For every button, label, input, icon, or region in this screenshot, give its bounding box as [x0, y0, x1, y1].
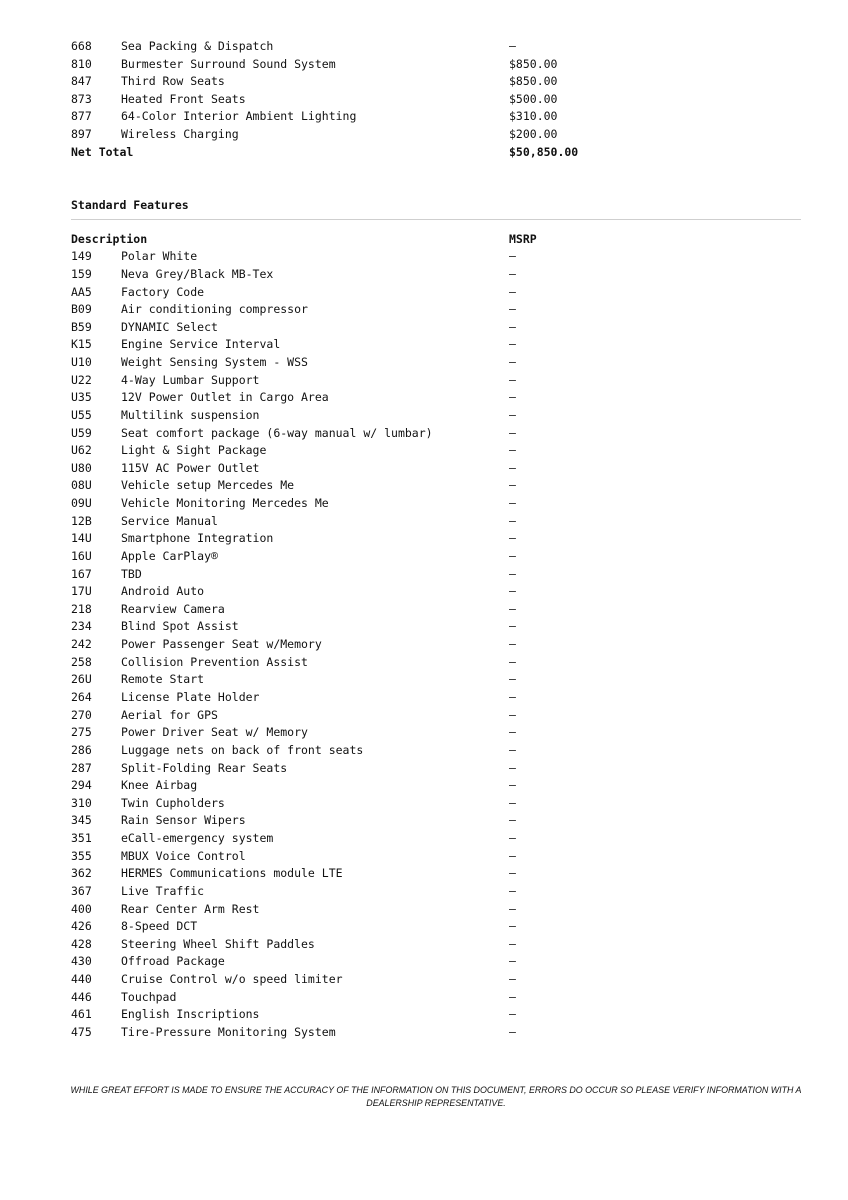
feature-description: Power Driver Seat w/ Memory: [121, 725, 308, 740]
option-row: [71, 91, 800, 109]
option-code: 877: [71, 109, 92, 124]
feature-row: [71, 442, 800, 460]
feature-row: [71, 425, 800, 443]
feature-code: U80: [71, 460, 92, 475]
feature-price: —: [509, 372, 516, 387]
feature-description: Split-Folding Rear Seats: [121, 760, 288, 775]
feature-price: —: [509, 478, 516, 493]
feature-code: 362: [71, 866, 92, 881]
feature-row: [71, 407, 800, 425]
feature-row: [71, 513, 800, 531]
option-price: —: [509, 39, 516, 53]
feature-code: U55: [71, 407, 92, 422]
feature-code: B59: [71, 319, 92, 334]
feature-price: —: [509, 319, 516, 334]
section-divider: [71, 219, 801, 220]
feature-code: 12B: [71, 513, 92, 528]
feature-code: 167: [71, 566, 92, 581]
option-description: Third Row Seats: [121, 74, 225, 89]
feature-row: [71, 953, 800, 971]
feature-row: [71, 936, 800, 954]
feature-code: 14U: [71, 531, 92, 546]
feature-price: —: [509, 813, 516, 828]
feature-row: [71, 248, 800, 266]
option-code: 810: [71, 56, 92, 71]
feature-price: —: [509, 249, 516, 264]
feature-code: U22: [71, 372, 92, 387]
feature-row: [71, 389, 800, 407]
feature-price: —: [509, 548, 516, 563]
feature-code: 08U: [71, 478, 92, 493]
feature-price: —: [509, 566, 516, 581]
feature-description: eCall-emergency system: [121, 831, 274, 845]
feature-row: [71, 583, 800, 601]
feature-code: 16U: [71, 548, 92, 563]
standard-features-heading: Standard Features: [71, 198, 189, 212]
feature-description: 12V Power Outlet in Cargo Area: [121, 390, 329, 405]
feature-code: 310: [71, 795, 92, 810]
feature-price: —: [509, 936, 516, 951]
feature-row: [71, 460, 800, 478]
feature-price: —: [509, 654, 516, 669]
feature-row: [71, 1024, 800, 1042]
feature-description: Power Passenger Seat w/Memory: [121, 637, 322, 652]
feature-description: Rain Sensor Wipers: [121, 813, 246, 828]
feature-description: Collision Prevention Assist: [121, 654, 308, 669]
feature-description: Tire-Pressure Monitoring System: [121, 1024, 336, 1039]
feature-price: —: [509, 531, 516, 546]
disclaimer-text: WHILE GREAT EFFORT IS MADE TO ENSURE THE ACCURACY OF THE INFORMATION ON THIS DOCUMENT, ERRORS DO OCCUR SO PLEASE VERIFY INFORMATION WITH A DEALERSHIP REPRESENTATIVE.: [70, 1085, 802, 1108]
feature-description: Blind Spot Assist: [121, 619, 239, 634]
feature-price: —: [509, 919, 516, 934]
feature-description: Twin Cupholders: [121, 795, 225, 810]
feature-description: Rear Center Arm Rest: [121, 901, 260, 916]
feature-price: —: [509, 584, 516, 599]
option-description: Burmester Surround Sound System: [121, 56, 336, 71]
feature-code: 428: [71, 936, 92, 951]
feature-row: [71, 971, 800, 989]
feature-description: Light & Sight Package: [121, 443, 267, 458]
option-description: Wireless Charging: [121, 127, 239, 141]
option-description: 64-Color Interior Ambient Lighting: [121, 109, 357, 124]
option-price: $200.00: [509, 127, 558, 141]
feature-price: —: [509, 690, 516, 704]
feature-code: 345: [71, 813, 92, 828]
feature-code: B09: [71, 302, 92, 317]
feature-price: —: [509, 778, 516, 793]
feature-price: —: [509, 742, 516, 757]
feature-description: Knee Airbag: [121, 778, 198, 793]
option-price: $310.00: [509, 109, 558, 124]
column-header-msrp: MSRP: [509, 231, 537, 246]
feature-price: —: [509, 795, 516, 810]
feature-code: 09U: [71, 496, 92, 510]
feature-code: 275: [71, 725, 92, 740]
feature-row: [71, 918, 800, 936]
feature-row: [71, 654, 800, 672]
feature-price: —: [509, 337, 516, 352]
feature-description: Rearview Camera: [121, 601, 225, 616]
feature-price: —: [509, 637, 516, 652]
feature-row: [71, 883, 800, 901]
feature-row: [71, 336, 800, 354]
feature-code: 270: [71, 707, 92, 722]
feature-description: Polar White: [121, 249, 198, 264]
feature-description: Offroad Package: [121, 954, 225, 969]
feature-description: Air conditioning compressor: [121, 302, 308, 317]
feature-row: [71, 319, 800, 337]
net-total-row: [71, 144, 800, 162]
feature-price: —: [509, 390, 516, 405]
feature-price: —: [509, 672, 516, 687]
feature-description: Neva Grey/Black MB-Tex: [121, 266, 274, 281]
feature-description: Touchpad: [121, 989, 177, 1004]
feature-price: —: [509, 989, 516, 1004]
feature-row: [71, 760, 800, 778]
feature-code: 400: [71, 901, 92, 916]
feature-description: Cruise Control w/o speed limiter: [121, 972, 343, 986]
feature-price: —: [509, 496, 516, 510]
feature-description: 115V AC Power Outlet: [121, 460, 260, 475]
feature-description: Engine Service Interval: [121, 337, 281, 352]
feature-description: Smartphone Integration: [121, 531, 274, 546]
feature-code: K15: [71, 337, 92, 352]
feature-price: —: [509, 302, 516, 317]
feature-price: —: [509, 901, 516, 916]
feature-price: —: [509, 972, 516, 986]
feature-description: Android Auto: [121, 584, 205, 599]
option-price: $850.00: [509, 74, 558, 89]
feature-description: Apple CarPlay®: [121, 548, 218, 563]
feature-description: Service Manual: [121, 513, 218, 528]
feature-price: —: [509, 1007, 516, 1022]
feature-price: —: [509, 443, 516, 458]
feature-row: [71, 812, 800, 830]
feature-code: 426: [71, 919, 92, 934]
feature-code: 351: [71, 831, 92, 845]
feature-price: —: [509, 407, 516, 422]
feature-description: License Plate Holder: [121, 690, 260, 704]
feature-row: [71, 989, 800, 1007]
feature-code: 367: [71, 883, 92, 898]
feature-description: Luggage nets on back of front seats: [121, 742, 364, 757]
feature-code: U62: [71, 443, 92, 458]
feature-code: 461: [71, 1007, 92, 1022]
feature-row: [71, 707, 800, 725]
feature-row: [71, 284, 800, 302]
feature-row: [71, 777, 800, 795]
feature-description: Steering Wheel Shift Paddles: [121, 936, 315, 951]
feature-row: [71, 477, 800, 495]
feature-code: 17U: [71, 584, 92, 599]
feature-price: —: [509, 460, 516, 475]
feature-price: —: [509, 866, 516, 881]
feature-price: —: [509, 848, 516, 863]
option-row: [71, 38, 800, 56]
option-row: [71, 126, 800, 144]
option-price: $850.00: [509, 56, 558, 71]
feature-description: English Inscriptions: [121, 1007, 260, 1022]
feature-description: Live Traffic: [121, 883, 205, 898]
feature-code: 149: [71, 249, 92, 264]
feature-row: [71, 848, 800, 866]
feature-row: [71, 566, 800, 584]
feature-row: [71, 636, 800, 654]
feature-code: 430: [71, 954, 92, 969]
feature-price: —: [509, 1024, 516, 1039]
feature-code: U59: [71, 425, 92, 440]
feature-code: 475: [71, 1024, 92, 1039]
feature-price: —: [509, 284, 516, 299]
feature-description: 8-Speed DCT: [121, 919, 198, 934]
feature-price: —: [509, 954, 516, 969]
feature-price: —: [509, 760, 516, 775]
feature-row: [71, 1006, 800, 1024]
feature-code: 218: [71, 601, 92, 616]
option-code: 873: [71, 91, 92, 106]
feature-description: Remote Start: [121, 672, 205, 687]
feature-row: [71, 830, 800, 848]
option-description: Sea Packing & Dispatch: [121, 39, 274, 53]
feature-row: [71, 901, 800, 919]
feature-description: Factory Code: [121, 284, 205, 299]
feature-row: [71, 742, 800, 760]
feature-code: 26U: [71, 672, 92, 687]
feature-code: 440: [71, 972, 92, 986]
net-total-label: Net Total: [71, 144, 134, 159]
feature-price: —: [509, 601, 516, 616]
option-description: Heated Front Seats: [121, 91, 246, 106]
standard-features-header: [71, 231, 800, 249]
option-code: 897: [71, 127, 92, 141]
feature-description: DYNAMIC Select: [121, 319, 218, 334]
option-row: [71, 108, 800, 126]
feature-price: —: [509, 425, 516, 440]
feature-price: —: [509, 883, 516, 898]
option-row: [71, 56, 800, 74]
feature-code: 242: [71, 637, 92, 652]
feature-price: —: [509, 707, 516, 722]
feature-description: TBD: [121, 566, 142, 581]
feature-code: 286: [71, 742, 92, 757]
feature-row: [71, 266, 800, 284]
column-header-description: Description: [71, 231, 148, 246]
feature-row: [71, 618, 800, 636]
feature-row: [71, 495, 800, 513]
option-code: 847: [71, 74, 92, 89]
feature-row: [71, 548, 800, 566]
feature-description: 4-Way Lumbar Support: [121, 372, 260, 387]
option-row: [71, 73, 800, 91]
feature-row: [71, 865, 800, 883]
feature-description: Weight Sensing System - WSS: [121, 355, 308, 369]
feature-price: —: [509, 725, 516, 740]
feature-code: AA5: [71, 284, 92, 299]
option-code: 668: [71, 39, 92, 53]
feature-code: 446: [71, 989, 92, 1004]
feature-row: [71, 530, 800, 548]
feature-description: MBUX Voice Control: [121, 848, 246, 863]
feature-price: —: [509, 355, 516, 369]
feature-row: [71, 372, 800, 390]
feature-price: —: [509, 831, 516, 845]
feature-code: U35: [71, 390, 92, 405]
feature-price: —: [509, 266, 516, 281]
feature-price: —: [509, 513, 516, 528]
feature-code: 234: [71, 619, 92, 634]
feature-code: 294: [71, 778, 92, 793]
feature-code: 264: [71, 690, 92, 704]
feature-code: 258: [71, 654, 92, 669]
feature-description: HERMES Communications module LTE: [121, 866, 343, 881]
feature-code: U10: [71, 355, 92, 369]
feature-row: [71, 795, 800, 813]
net-total-value: $50,850.00: [509, 144, 579, 159]
feature-row: [71, 671, 800, 689]
feature-row: [71, 301, 800, 319]
feature-row: [71, 601, 800, 619]
feature-code: 355: [71, 848, 92, 863]
feature-row: [71, 354, 800, 372]
feature-description: Aerial for GPS: [121, 707, 218, 722]
feature-description: Seat comfort package (6-way manual w/ lumbar): [121, 425, 433, 440]
option-price: $500.00: [509, 91, 558, 106]
feature-code: 287: [71, 760, 92, 775]
feature-row: [71, 689, 800, 707]
feature-price: —: [509, 619, 516, 634]
feature-description: Vehicle Monitoring Mercedes Me: [121, 496, 329, 510]
feature-row: [71, 724, 800, 742]
feature-description: Vehicle setup Mercedes Me: [121, 478, 295, 493]
feature-code: 159: [71, 266, 92, 281]
feature-description: Multilink suspension: [121, 407, 260, 422]
